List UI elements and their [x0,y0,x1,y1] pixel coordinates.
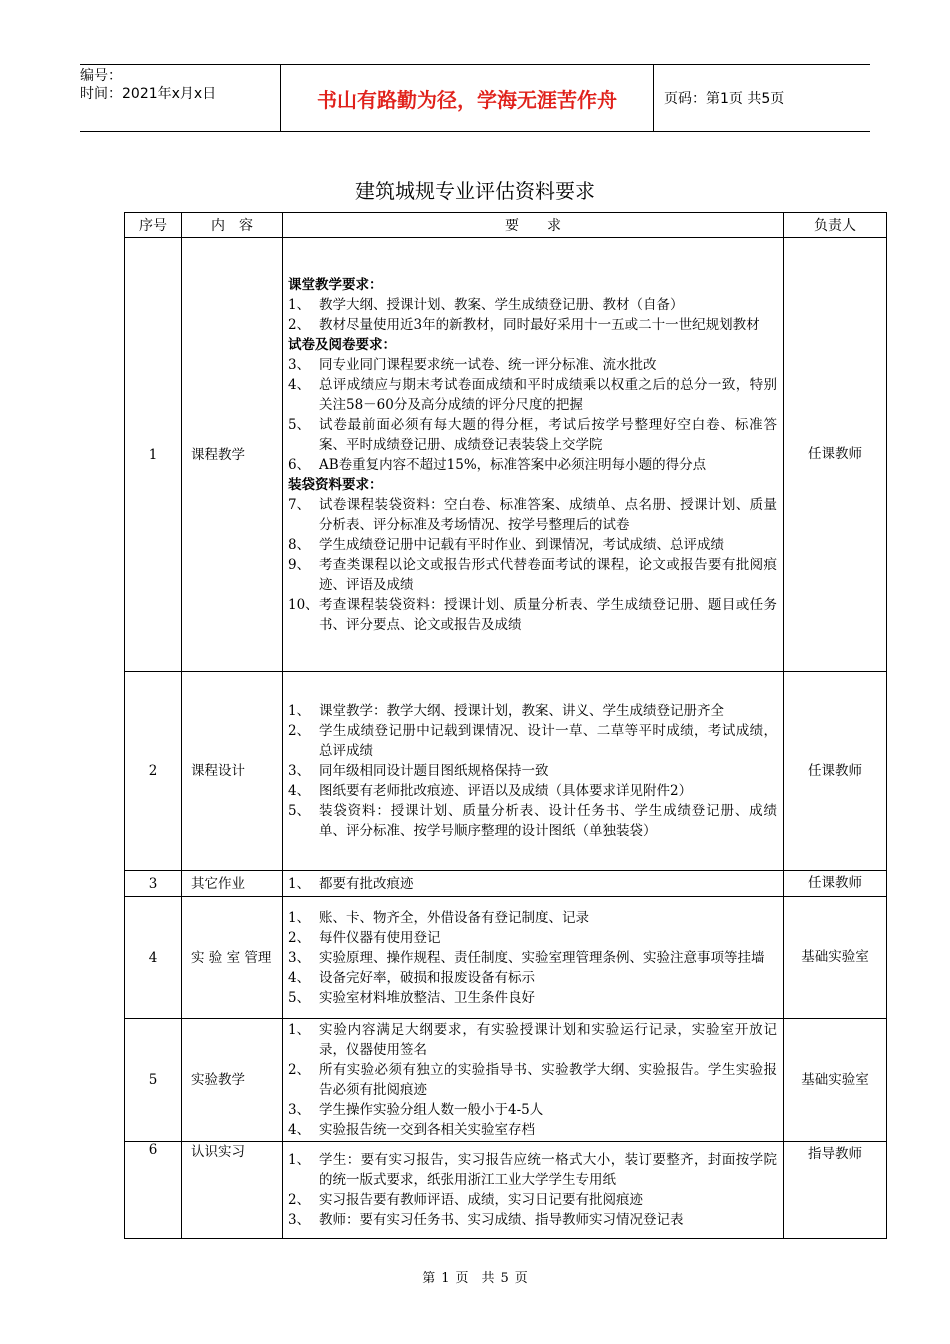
section-title: 课堂教学要求： [288,276,383,293]
row-responsible: 指导教师 [784,1142,887,1239]
item-number: 8、 [288,536,311,553]
table-body [125,238,887,1239]
requirement-item [288,495,777,535]
requirement-item [288,1060,777,1100]
footer-mid: 页 共 [455,1271,495,1286]
row-seq: 2 [125,672,182,871]
requirement-item [288,701,777,721]
page-footer [0,1267,950,1286]
requirement-item [288,948,777,968]
item-number: 3、 [288,763,311,779]
row-requirements [283,672,784,871]
table-row [125,897,887,1019]
requirement-item [288,1210,777,1230]
header-requirement: 要 求 [283,213,784,238]
row-requirements [283,871,784,897]
item-number: 4、 [288,376,311,393]
requirement-item [288,928,777,948]
requirement-item [288,781,777,801]
item-number: 2、 [288,723,311,739]
item-number: 2、 [288,316,311,333]
requirement-item [288,595,777,635]
item-number: 5、 [288,989,311,1006]
requirement-item [288,355,777,375]
row-seq: 6 [125,1142,182,1239]
table-row [125,1019,887,1142]
item-text: 学生操作实验分组人数一般小于4-5人 [319,1102,544,1118]
row-requirements [283,238,784,672]
table-header-row [125,213,887,238]
requirement-item [288,1020,777,1060]
item-text: 总评成绩应与期末考试卷面成绩和平时成绩乘以权重之后的总分一致，特别关注58－60分及高分成绩的评分尺度的把握 [319,376,777,413]
item-number: 1、 [288,909,311,926]
item-number: 1、 [288,296,311,313]
item-text: 图纸要有老师批改痕迹、评语以及成绩（具体要求详见附件2） [319,783,693,799]
row-content: 认识实习 [182,1142,283,1239]
item-number: 3、 [288,356,311,373]
page-title: 建筑城规专业评估资料要求 [355,179,595,203]
item-number: 3、 [288,949,311,966]
item-text: 所有实验必须有独立的实验指导书、实验教学大纲、实验报告。学生实验报告必须有批阅痕迹 [319,1062,777,1098]
item-number: 5、 [288,416,311,433]
footer-page-number: 1 [441,1271,450,1286]
header-meta [80,65,280,131]
requirement-item [288,535,777,555]
item-number: 1、 [288,1022,311,1038]
row-content: 其它作业 [182,871,283,897]
date-label: 时间：2021年x月x日 [80,86,217,102]
item-text: 实验内容满足大纲要求，有实验授课计划和实验运行记录，实验室开放记录，仪器使用签名 [319,1022,777,1058]
footer-total-pages: 5 [500,1271,509,1286]
requirement-item [288,874,777,894]
row-content: 实 验 室 管理 [182,897,283,1019]
item-number: 4、 [288,969,311,986]
row-seq: 5 [125,1019,182,1142]
item-number: 4、 [288,783,311,799]
section-title: 装袋资料要求： [288,476,383,493]
item-text: 学生成绩登记册中记载到课情况、设计一草、二草等平时成绩，考试成绩，总评成绩 [319,723,777,759]
row-seq: 4 [125,897,182,1019]
item-text: 试卷最前面必须有每大题的得分框，考试后按学号整理好空白卷、标准答案、平时成绩登记册、成绩登记表装袋上交学院 [319,416,777,453]
requirement-item [288,968,777,988]
item-text: 教学大纲、授课计划、教案、学生成绩登记册、教材（自备） [319,296,684,313]
header-motto: 书山有路勤为径，学海无涯苦作舟 [280,65,654,131]
row-seq: 1 [125,238,182,672]
document-header [80,64,870,132]
header-content: 内 容 [182,213,283,238]
requirement-item [288,761,777,781]
requirement-item [288,1150,777,1190]
requirement-item [288,455,777,475]
item-number: 1、 [288,703,311,719]
item-number: 2、 [288,1192,311,1208]
item-text: 设备完好率，破损和报废设备有标示 [319,969,535,986]
number-label: 编号： [80,68,122,84]
footer-prefix: 第 [422,1271,436,1286]
row-responsible: 任课教师 [784,238,887,672]
item-number: 9、 [288,556,311,573]
item-text: 同专业同门课程要求统一试卷、统一评分标准、流水批改 [319,356,657,373]
requirement-item [288,375,777,415]
item-number: 2、 [288,1062,311,1078]
requirement-item [288,721,777,761]
row-responsible: 任课教师 [784,672,887,871]
requirement-item [288,1100,777,1120]
item-text: AB卷重复内容不超过15%，标准答案中必须注明每小题的得分点 [319,456,707,473]
item-number: 2、 [288,929,311,946]
item-text: 教师：要有实习任务书、实习成绩、指导教师实习情况登记表 [319,1212,684,1228]
item-text: 装袋资料：授课计划、质量分析表、设计任务书、学生成绩登记册、成绩单、评分标准、按学号顺序整理的设计图纸（单独装袋） [319,803,777,839]
item-text: 考查类课程以论文或报告形式代替卷面考试的课程，论文或报告要有批阅痕迹、评语及成绩 [319,556,777,593]
requirement-item [288,801,777,841]
requirement-item [288,315,777,335]
requirement-item [288,1190,777,1210]
table-row [125,672,887,871]
item-text: 实习报告要有教师评语、成绩，实习日记要有批阅痕迹 [319,1192,643,1208]
row-responsible: 基础实验室 [784,1019,887,1142]
row-responsible: 任课教师 [784,871,887,897]
table-row [125,238,887,672]
item-number: 3、 [288,1212,311,1228]
row-content: 课程教学 [182,238,283,672]
footer-suffix: 页 [514,1271,528,1286]
header-page-label: 页码：第1页 共5页 [664,91,785,107]
row-content: 课程设计 [182,672,283,871]
requirement-item [288,415,777,455]
row-seq: 3 [125,871,182,897]
requirement-item [288,295,777,315]
item-text: 学生：要有实习报告，实习报告应统一格式大小，装订要整齐，封面按学院的统一版式要求，纸张用浙江工业大学学生专用纸 [319,1152,777,1188]
item-number: 3、 [288,1102,311,1118]
item-number: 1、 [288,1152,311,1168]
header-seq: 序号 [125,213,182,238]
item-text: 每件仪器有使用登记 [319,929,441,946]
item-text: 考查课程装袋资料：授课计划、质量分析表、学生成绩登记册、题目或任务书、评分要点、论文或报告及成绩 [319,596,777,633]
item-number: 7、 [288,496,311,513]
item-number: 5、 [288,803,311,819]
requirement-item [288,988,777,1008]
item-text: 课堂教学：教学大纲、授课计划，教案、讲义、学生成绩登记册齐全 [319,703,724,719]
item-text: 教材尽量使用近3年的新教材，同时最好采用十一五或二十一世纪规划教材 [319,316,760,333]
requirement-item [288,1120,777,1140]
table-row [125,1142,887,1239]
header-responsible: 负责人 [784,213,887,238]
item-text: 试卷课程装袋资料：空白卷、标准答案、成绩单、点名册、授课计划、质量分析表、评分标准及考场情况、按学号整理后的试卷 [319,496,777,533]
item-text: 实验报告统一交到各相关实验室存档 [319,1122,535,1138]
row-requirements [283,897,784,1019]
requirement-item [288,908,777,928]
item-text: 同年级相同设计题目图纸规格保持一致 [319,763,549,779]
row-requirements [283,1142,784,1239]
row-requirements [283,1019,784,1142]
item-text: 账、卡、物齐全，外借设备有登记制度、记录 [319,909,589,926]
item-text: 都要有批改痕迹 [319,875,414,892]
item-number: 6、 [288,456,311,473]
item-text: 实验原理、操作规程、责任制度、实验室理管理条例、实验注意事项等挂墙 [319,949,765,966]
section-title: 试卷及阅卷要求： [288,336,396,353]
item-text: 学生成绩登记册中记载有平时作业、到课情况，考试成绩、总评成绩 [319,536,724,553]
item-number: 1、 [288,875,311,892]
row-content: 实验教学 [182,1019,283,1142]
item-number: 4、 [288,1122,311,1138]
row-responsible: 基础实验室 [784,897,887,1019]
requirement-item [288,555,777,595]
table-row [125,871,887,897]
item-text: 实验室材料堆放整洁、卫生条件良好 [319,989,535,1006]
item-number: 10、 [288,596,319,613]
requirements-table [124,212,887,1239]
